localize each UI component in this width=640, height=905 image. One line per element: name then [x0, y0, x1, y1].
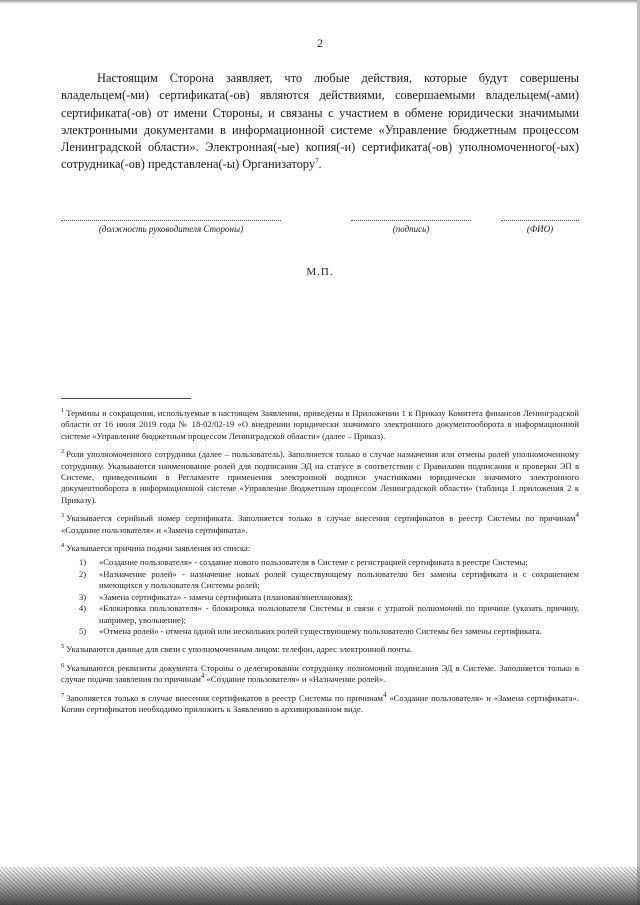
footnote-1: $^1$ Термины и сокращения, используемые в настоящем Заявлении, приведены в Приложении 1 к Приказу Комитета финансов Ленинградской области от 16 июля 2019 года № 18-02/02-19 «О внедрении юридически значимого электронного документооборота в информационной системе «Управление бюджетным процессом Ленинградской области» (далее – Приказ). [61, 407, 579, 441]
footnote-7: $^7$ Заполняется только в случае внесения сертификатов в реестр Системы по причинам$^4$ «Создание пользователя» и «Замена сертификата». Копии сертификатов необходимо приложить к Заявлению в архивированном виде. [61, 690, 579, 714]
footnote-4: $^4$ Указывается причина подачи заявления из списка: 1) «Создание пользователя» - создание нового пользователя в Системе с регистрацией сертификата в реестре Системы; 2) «Назначение ролей» - назначение новых ролей существующему пользователю без замены сертификата и с сохранением имеющихся у пользователя Системы ролей; 3) «Замена сертификата» - замена сертификата (плановая/внеплановая); 4) «Блокировка пользователя» - блокировка пользователя Системы в связи с утратой полномочий по причине (указать причину, например, увольнение); 5) «Отмена ролей» - отмена одной или нескольких ролей существующему пользователю Системы без замены сертификата. [61, 542, 579, 636]
reason-item: 2) «Назначение ролей» - назначение новых ролей существующему пользователю без замены сертификата и с сохранением имеющихся у пользователя Системы ролей; [79, 568, 579, 591]
footnote-5: $^5$ Указываются данные для связи с уполномоченным лицом: телефон, адрес электронной почты. [61, 643, 413, 655]
signature-block [61, 206, 579, 236]
statement-footnote-ref: 7 [315, 157, 319, 166]
footnote-2: $^2$ Роли уполномоченного сотрудника (далее – пользователь). Заполняется только в случае назначения или отмены ролей уполномоченному сотруднику. Указываются наименование ролей для подписания ЭД на статусе в соответствии с Правилами подписания и проверки ЭП в Системе, приведенными в Регламенте применения электронной подписи участниками юридически значимого электронного документооборота в информационной системе «Управление бюджетным процессом Ленинградской области» (таблица 1 приложения 2 к Приказу). [61, 448, 579, 505]
scan-edge-bottom [0, 867, 640, 905]
signature-position-field [61, 206, 281, 236]
reason-item: 4) «Блокировка пользователя» - блокировка пользователя Системы в связи с утратой полномочий по причине (указать причину, например, увольнение); [79, 603, 579, 625]
reason-item: 5) «Отмена ролей» - отмена одной или нескольких ролей существующему пользователю Системы без замены сертификата. [79, 625, 542, 636]
signature-position-caption: (должность руководителя Стороны) [98, 224, 244, 234]
signature-name-field [501, 206, 579, 236]
footnote-separator [61, 398, 191, 399]
footnote-3: $^3$ Указывается серийный номер сертификата. Заполняется только в случае внесения сертификатов в реестр Системы по причинам$^4$ «Создание пользователя» и «Замена сертификата». [61, 511, 579, 535]
signature-name-caption: (ФИО) [526, 224, 554, 234]
reason-item: 3) «Замена сертификата» - замена сертификата (плановая/внеплановая); [79, 591, 353, 602]
reason-item: 1) «Создание пользователя» - создание нового пользователя в Системе с регистрацией сертификата в реестре Системы; [79, 557, 528, 568]
signature-name-line [501, 220, 579, 221]
signature-sign-field [351, 206, 471, 236]
stamp-place: М.П. [306, 266, 334, 278]
page-number: 2 [317, 36, 323, 50]
footnote-6: $^6$ Указываются реквизиты документа Стороны о делегировании сотруднику полномочий подписания ЭД в Системе. Заполняется только в случае подачи заявления по причинам$^4$ «Создание пользователя» и «Назначение ролей». [61, 661, 579, 685]
statement-paragraph: Настоящим Сторона заявляет, что любые действия, которые будут совершены владельцем(-ми) сертификата(-ов) являются действиями, совершаемыми владельцем(-ами) сертификата(-ов) от имени Стороны, и связаны с участием в обмене юридически значимыми электронными документами в информационной системе «Управление бюджетным процессом Ленинградской области». Электронная(-ые) копия(-и) сертификата(-ов) уполномоченного(-ых) сотрудника(-ов) представлена(-ы) Организатору$^7$. [61, 71, 579, 172]
signature-sign-line [351, 220, 471, 221]
statement-text: Настоящим Сторона заявляет, что любые действия, которые будут совершены владельцем(-ми) сертификата(-ов) являются действиями, совершаемыми владельцем(-ами) сертификата(-ов) от имени Стороны, и связаны с участием в обмене юридически значимыми электронными документами в информационной системе «Управление бюджетным процессом Ленинградской области». Электронная(-ые) копия(-и) сертификата(-ов) уполномоченного(-ых) сотрудника(-ов) представлена(-ы) Организатору [61, 71, 579, 172]
scan-edge-top [0, 0, 640, 4]
signature-position-line [61, 220, 281, 221]
footnotes [61, 408, 579, 722]
signature-sign-caption: (подпись) [392, 224, 430, 234]
reasons-list [61, 557, 579, 637]
